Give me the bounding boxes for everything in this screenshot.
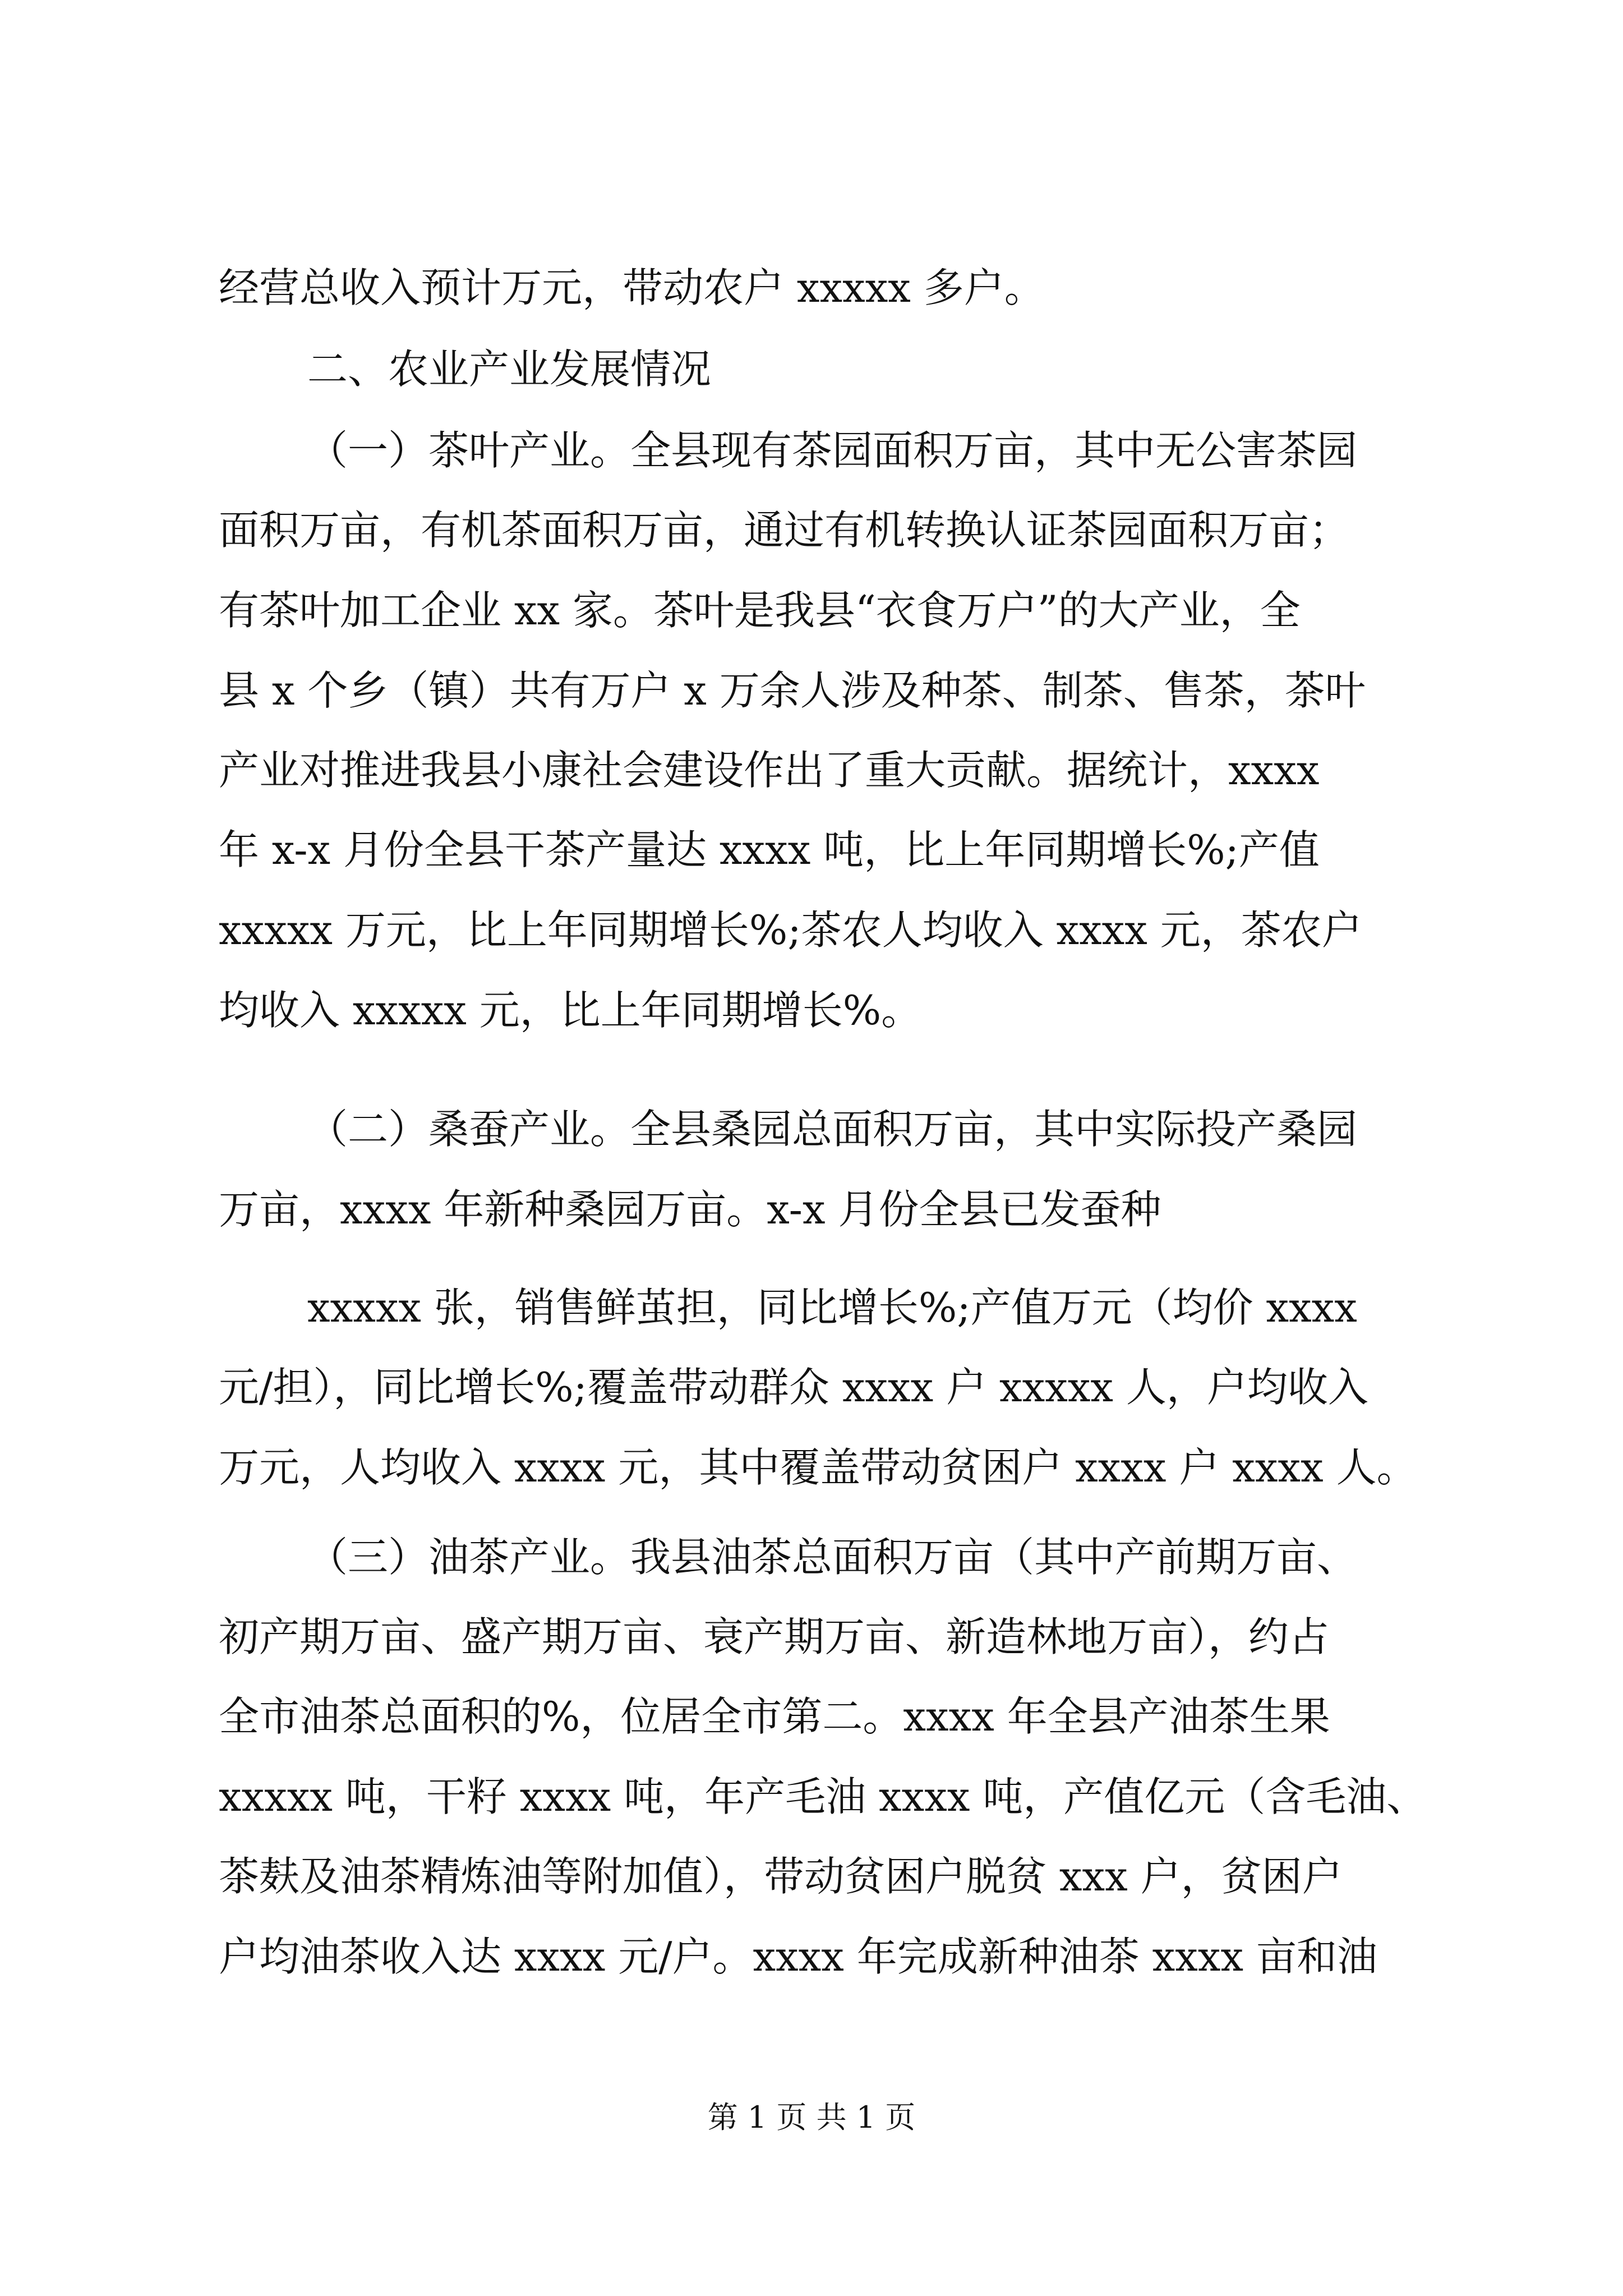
text-line-3: （一）茶叶产业。全县现有茶园面积万亩，其中无公害茶园 [307,427,1358,474]
text-line-8: 年 x-x 月份全县干茶产量达 xxxx 吨，比上年同期增长%;产值 [219,826,1320,873]
page-footer: 第 1 页 共 1 页 [707,2100,916,2135]
text-line-10: 均收入 xxxxx 元，比上年同期增长%。 [219,987,922,1034]
text-line-15: 万元，人均收入 xxxx 元，其中覆盖带动贫困户 xxxx 户 xxxx 人。 [219,1444,1417,1491]
text-line-5: 有茶叶加工企业 xx 家。茶叶是我县“衣食万户”的大产业，全 [219,587,1301,634]
text-line-12: 万亩，xxxx 年新种桑园万亩。x-x 月份全县已发蚕种 [219,1186,1161,1233]
text-line-1: 经营总收入预计万元，带动农户 xxxxx 多户。 [219,264,1045,311]
text-line-14: 元/担），同比增长%;覆盖带动群众 xxxx 户 xxxxx 人，户均收入 [219,1364,1368,1411]
text-line-18: 全市油茶总面积的%，位居全市第二。xxxx 年全县产油茶生果 [219,1693,1330,1740]
text-line-17: 初产期万亩、盛产期万亩、衰产期万亩、新造林地万亩），约占 [219,1613,1330,1660]
text-line-20: 茶麸及油茶精炼油等附加值），带动贫困户脱贫 xxx 户，贫困户 [219,1853,1343,1900]
section-heading: 二、农业产业发展情况 [307,346,712,393]
text-line-11: （二）桑蚕产业。全县桑园总面积万亩，其中实际投产桑园 [307,1106,1358,1153]
text-line-4: 面积万亩，有机茶面积万亩，通过有机转换认证茶园面积万亩； [219,507,1350,554]
text-line-21: 户均油茶收入达 xxxx 元/户。xxxx 年完成新种油茶 xxxx 亩和油 [219,1933,1377,1980]
text-line-6: 县 x 个乡（镇）共有万户 x 万余人涉及种茶、制茶、售茶，茶叶 [219,667,1366,714]
text-line-13: xxxxx 张，销售鲜茧担，同比增长%;产值万元（均价 xxxx [307,1284,1357,1331]
text-line-19: xxxxx 吨，干籽 xxxx 吨，年产毛油 xxxx 吨，产值亿元（含毛油、 [219,1773,1427,1820]
text-line-16: （三）油茶产业。我县油茶总面积万亩（其中产前期万亩、 [307,1534,1358,1581]
text-line-7: 产业对推进我县小康社会建设作出了重大贡献。据统计，xxxx [219,747,1320,794]
text-line-9: xxxxx 万元，比上年同期增长%;茶农人均收入 xxxx 元，茶农户 [219,907,1362,954]
